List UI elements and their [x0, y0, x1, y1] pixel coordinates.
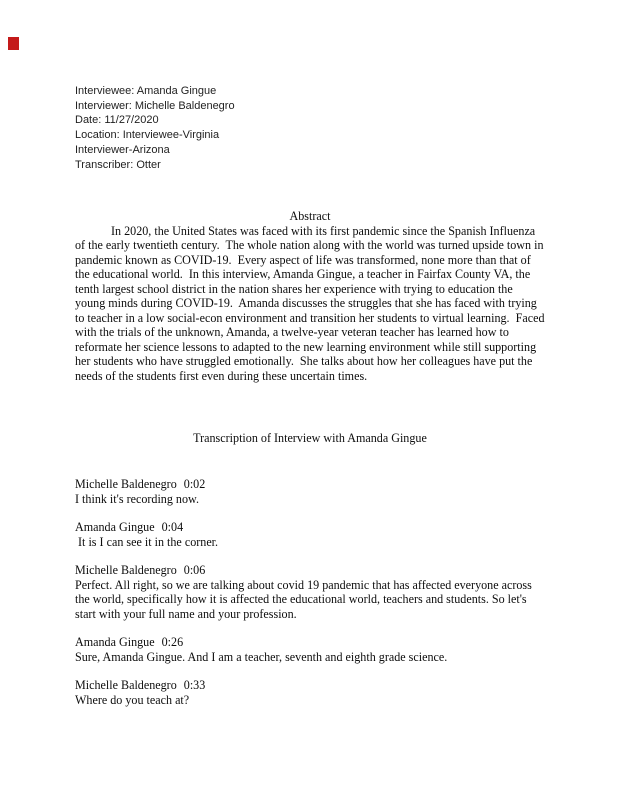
utterance-text: Sure, Amanda Gingue. And I am a teacher, seventh and eighth grade science. [75, 649, 448, 664]
utterance-text: Perfect. All right, so we are talking about covid 19 pandemic that has affected everyone across the world, specifically how it is affected the educational world, teachers and students. So let's start with your full name and your profession. [75, 577, 535, 621]
speaker-name: Amanda Gingue [75, 520, 155, 534]
transcript-entry [75, 678, 545, 707]
speaker-line [75, 635, 545, 650]
metadata-line-interviewer-location: Interviewer-Arizona [75, 143, 170, 156]
transcription-heading: Transcription of Interview with Amanda Gingue [193, 431, 427, 445]
red-marker [8, 37, 19, 50]
abstract-heading: Abstract [289, 209, 331, 223]
abstract-section [75, 209, 548, 383]
abstract-body: In 2020, the United States was faced with its first pandemic since the Spanish Influenza of the early twentieth century. The whole nation along with the world was turned upside town in pandemic known as COVID-19. Every aspect of life was transformed, none more than that of the educational world. In this interview, Amanda Gingue, a teacher in Fairfax County VA, the tenth largest school district in the nation shares her experience with trying to education the young minds during COVID-19. Amanda discusses the struggles that she has faced with trying to teacher in a low social-econ environment and transition her students to virtual learning. Faced with the trials of the unknown, Amanda, a twelve-year veteran teacher has learned how to reformate her science lessons to adapted to the new learning environment while still supporting her students who have struggled emotionally. She talks about how her colleagues have put the needs of the students first even during these uncertain times. [75, 223, 548, 383]
metadata-line-interviewer: Interviewer: Michelle Baldenegro [75, 99, 235, 112]
speaker-line [75, 477, 545, 492]
speaker-line [75, 563, 545, 578]
timestamp: 0:04 [161, 520, 184, 534]
speaker-name: Michelle Baldenegro [75, 678, 177, 692]
transcript-entry [75, 520, 545, 549]
metadata-line-transcriber: Transcriber: Otter [75, 158, 161, 171]
timestamp: 0:06 [183, 563, 206, 577]
speaker-name: Michelle Baldenegro [75, 563, 177, 577]
transcript-entry [75, 635, 545, 664]
transcript-entry [75, 477, 545, 506]
transcript-entry [75, 563, 545, 621]
speaker-line [75, 520, 545, 535]
timestamp: 0:02 [183, 477, 206, 491]
interview-metadata [75, 84, 545, 172]
metadata-line-date: Date: 11/27/2020 [75, 114, 159, 127]
timestamp: 0:33 [183, 678, 206, 692]
transcript-section [75, 477, 545, 721]
speaker-line [75, 678, 545, 693]
metadata-line-interviewee: Interviewee: Amanda Gingue [75, 85, 217, 97]
speaker-name: Michelle Baldenegro [75, 477, 177, 491]
metadata-line-location: Location: Interviewee-Virginia [75, 129, 220, 142]
speaker-name: Amanda Gingue [75, 635, 155, 649]
utterance-text: Where do you teach at? [75, 692, 190, 707]
timestamp: 0:26 [161, 635, 184, 649]
utterance-text: It is I can see it in the corner. [75, 534, 219, 549]
utterance-text: I think it's recording now. [75, 491, 199, 506]
